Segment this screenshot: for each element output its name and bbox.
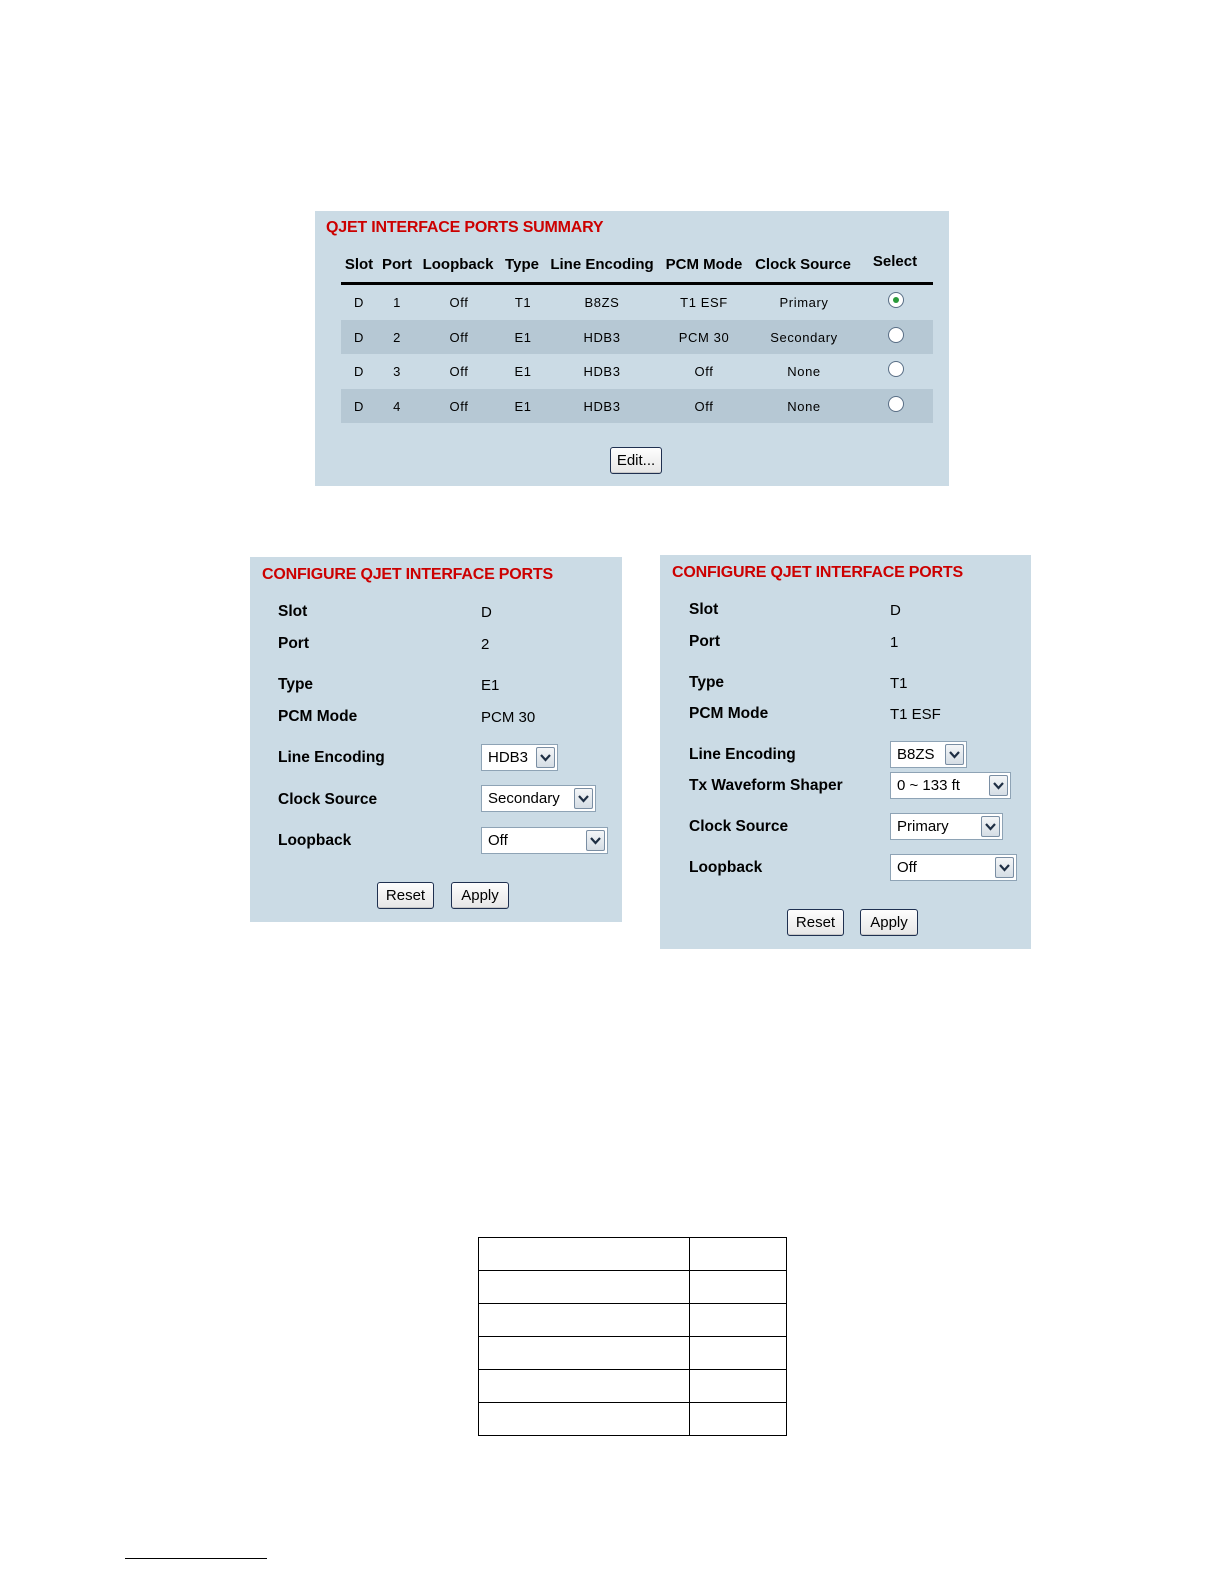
line-encoding-label: Line Encoding: [278, 749, 385, 766]
cell-type: T1: [514, 295, 532, 310]
cell-clock-source: Primary: [779, 295, 829, 310]
cell-port: 4: [393, 399, 401, 414]
table-cell: [690, 1271, 787, 1304]
cell-pcm-mode: PCM 30: [678, 330, 730, 345]
cell-line-encoding: HDB3: [583, 330, 621, 345]
chevron-down-icon[interactable]: [586, 830, 605, 851]
table-row: [341, 389, 933, 423]
table-cell: [479, 1238, 690, 1271]
clock-source-label: Clock Source: [689, 818, 789, 835]
loopback-selected-value: Off: [897, 859, 917, 876]
loopback-select[interactable]: [890, 854, 1017, 881]
chevron-down-icon[interactable]: [989, 775, 1008, 796]
loopback-label: Loopback: [689, 859, 763, 876]
table-cell: [690, 1403, 787, 1436]
slot-value: D: [481, 604, 492, 621]
cell-loopback: Off: [449, 399, 469, 414]
column-header-pcm-mode: PCM Mode: [665, 256, 743, 273]
table-cell: [479, 1370, 690, 1403]
slot-value: D: [890, 602, 901, 619]
reset-button[interactable]: Reset: [377, 882, 434, 909]
table-cell: [690, 1370, 787, 1403]
cell-port: 2: [393, 330, 401, 345]
clock-source-selected-value: Primary: [897, 818, 949, 835]
table-row: [479, 1337, 787, 1370]
footnote-divider: [125, 1558, 267, 1559]
table-cell: [479, 1304, 690, 1337]
slot-label: Slot: [689, 601, 719, 618]
clock-source-label: Clock Source: [278, 791, 378, 808]
cell-type: E1: [514, 364, 532, 379]
cell-loopback: Off: [449, 364, 469, 379]
cell-pcm-mode: T1 ESF: [680, 295, 728, 310]
cell-slot: D: [354, 364, 364, 379]
empty-table: [478, 1237, 787, 1436]
select-radio-port-1[interactable]: [888, 292, 904, 308]
pcm-mode-value: T1 ESF: [890, 706, 941, 723]
edit-button[interactable]: Edit...: [610, 447, 662, 474]
cell-slot: D: [354, 295, 364, 310]
panel-title: CONFIGURE QJET INTERFACE PORTS: [262, 566, 553, 583]
clock-source-select[interactable]: [890, 813, 1003, 840]
configure-ports-panel-e1: [250, 557, 622, 922]
port-value: 2: [481, 636, 490, 653]
type-label: Type: [689, 674, 725, 691]
cell-slot: D: [354, 399, 364, 414]
port-value: 1: [890, 634, 899, 651]
table-row: [479, 1403, 787, 1436]
column-header-select: Select: [872, 253, 918, 270]
table-cell: [479, 1403, 690, 1436]
type-value: E1: [481, 677, 500, 694]
column-header-line-encoding: Line Encoding: [550, 256, 654, 273]
table-cell: [690, 1238, 787, 1271]
cell-type: E1: [514, 330, 532, 345]
pcm-mode-label: PCM Mode: [278, 708, 358, 725]
port-label: Port: [689, 633, 720, 650]
port-label: Port: [278, 635, 309, 652]
table-row: [341, 285, 933, 319]
cell-pcm-mode: Off: [694, 364, 714, 379]
table-cell: [479, 1337, 690, 1370]
select-radio-port-3[interactable]: [888, 361, 904, 377]
line-encoding-selected-value: B8ZS: [897, 746, 935, 763]
line-encoding-selected-value: HDB3: [488, 749, 529, 766]
column-header-clock-source: Clock Source: [755, 256, 851, 273]
column-header-type: Type: [505, 256, 539, 273]
slot-label: Slot: [278, 603, 308, 620]
table-cell: [690, 1304, 787, 1337]
select-radio-port-2[interactable]: [888, 327, 904, 343]
cell-port: 1: [393, 295, 401, 310]
type-label: Type: [278, 676, 314, 693]
table-cell: [479, 1271, 690, 1304]
cell-line-encoding: B8ZS: [584, 295, 620, 310]
cell-clock-source: None: [787, 399, 821, 414]
chevron-down-icon[interactable]: [536, 747, 555, 768]
line-encoding-label: Line Encoding: [689, 746, 796, 763]
line-encoding-select[interactable]: [481, 744, 558, 771]
ports-summary-panel: [315, 211, 949, 486]
cell-type: E1: [514, 399, 532, 414]
cell-pcm-mode: Off: [694, 399, 714, 414]
clock-source-select[interactable]: [481, 785, 596, 812]
loopback-select[interactable]: [481, 827, 608, 854]
pcm-mode-value: PCM 30: [481, 709, 536, 726]
column-header-slot: Slot: [344, 256, 374, 273]
table-row: [341, 354, 933, 388]
tx-waveform-shaper-label: Tx Waveform Shaper: [689, 777, 843, 794]
tx-waveform-shaper-selected-value: 0 ~ 133 ft: [897, 777, 960, 794]
panel-title: CONFIGURE QJET INTERFACE PORTS: [672, 564, 963, 581]
tx-waveform-shaper-select[interactable]: [890, 772, 1011, 799]
cell-loopback: Off: [449, 295, 469, 310]
table-cell: [690, 1337, 787, 1370]
table-row: [479, 1238, 787, 1271]
pcm-mode-label: PCM Mode: [689, 705, 769, 722]
cell-loopback: Off: [449, 330, 469, 345]
chevron-down-icon[interactable]: [945, 744, 964, 765]
cell-line-encoding: HDB3: [583, 399, 621, 414]
column-header-port: Port: [382, 256, 412, 273]
cell-slot: D: [354, 330, 364, 345]
table-row: [341, 320, 933, 354]
table-row: [479, 1370, 787, 1403]
cell-clock-source: None: [787, 364, 821, 379]
configure-ports-panel-t1: [660, 555, 1031, 949]
chevron-down-icon[interactable]: [574, 788, 593, 809]
cell-clock-source: Secondary: [770, 330, 838, 345]
chevron-down-icon[interactable]: [981, 816, 1000, 837]
cell-port: 3: [393, 364, 401, 379]
line-encoding-select[interactable]: [890, 741, 967, 768]
reset-button[interactable]: Reset: [787, 909, 844, 936]
type-value: T1: [890, 675, 908, 692]
apply-button[interactable]: Apply: [860, 909, 918, 936]
chevron-down-icon[interactable]: [995, 857, 1014, 878]
loopback-selected-value: Off: [488, 832, 508, 849]
table-row: [479, 1304, 787, 1337]
column-header-loopback: Loopback: [422, 256, 494, 273]
panel-title: QJET INTERFACE PORTS SUMMARY: [326, 219, 604, 236]
clock-source-selected-value: Secondary: [488, 790, 560, 807]
loopback-label: Loopback: [278, 832, 352, 849]
apply-button[interactable]: Apply: [451, 882, 509, 909]
cell-line-encoding: HDB3: [583, 364, 621, 379]
table-row: [479, 1271, 787, 1304]
select-radio-port-4[interactable]: [888, 396, 904, 412]
